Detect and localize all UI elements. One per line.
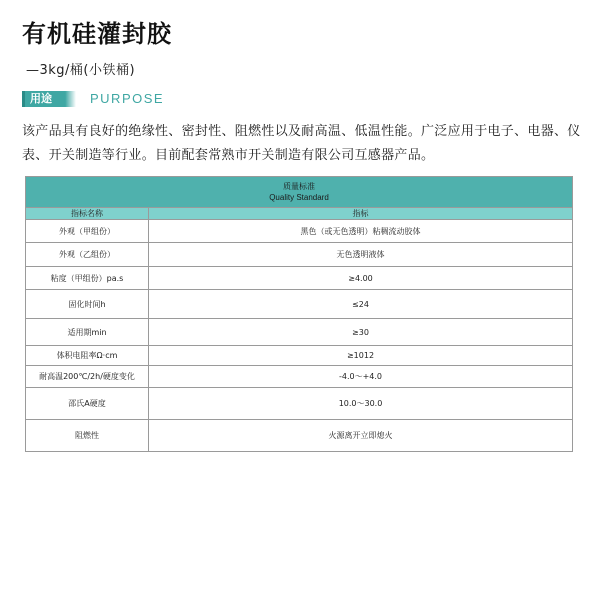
row-name: 邵氏A硬度 — [26, 388, 149, 420]
row-value: ≥1012 — [149, 346, 573, 366]
row-name: 适用期min — [26, 319, 149, 346]
row-value: 火源离开立即熄火 — [149, 420, 573, 452]
row-name: 耐高温200℃/2h/硬度变化 — [26, 366, 149, 388]
table-row — [26, 346, 573, 366]
table-row — [26, 319, 573, 346]
row-name: 固化时间h — [26, 290, 149, 319]
table-row — [26, 243, 573, 267]
table-row — [26, 388, 573, 420]
column-header-row — [26, 208, 573, 220]
table-row — [26, 220, 573, 243]
section-tag-purpose — [22, 91, 76, 107]
row-name: 外观（乙组份） — [26, 243, 149, 267]
table-header-row — [26, 177, 573, 208]
row-value: 黑色（或无色透明）粘稠流动胶体 — [149, 220, 573, 243]
row-value: ≥30 — [149, 319, 573, 346]
column-header-name: 指标名称 — [26, 208, 149, 220]
row-value: ≥4.00 — [149, 267, 573, 290]
table-row — [26, 290, 573, 319]
row-value: 10.0～30.0 — [149, 388, 573, 420]
row-value: -4.0～+4.0 — [149, 366, 573, 388]
column-header-value: 指标 — [149, 208, 573, 220]
row-name: 体积电阻率Ω·cm — [26, 346, 149, 366]
row-name: 阻燃性 — [26, 420, 149, 452]
table-row — [26, 420, 573, 452]
section-english-label: PURPOSE — [90, 91, 165, 106]
table-header-en: Quality Standard — [269, 193, 329, 202]
package-subtitle: —3kg/桶(小铁桶) — [26, 63, 136, 78]
table-header-cn: 质量标准 — [283, 182, 315, 191]
table-row — [26, 366, 573, 388]
row-value: ≤24 — [149, 290, 573, 319]
quality-standard-table — [25, 176, 573, 452]
row-value: 无色透明液体 — [149, 243, 573, 267]
row-name: 粘度（甲组份）pa.s — [26, 267, 149, 290]
table-header-cell — [26, 177, 573, 208]
table-row — [26, 267, 573, 290]
section-tag-label: 用途 — [30, 92, 52, 105]
section-tag-bar — [22, 91, 25, 107]
page-title: 有机硅灌封胶 — [22, 20, 172, 48]
purpose-description: 该产品具有良好的绝缘性、密封性、阻燃性以及耐高温、低温性能。广泛应用于电子、电器、仪表、开关制造等行业。目前配套常熟市开关制造有限公司互感器产品。 — [22, 124, 581, 163]
row-name: 外观（甲组份） — [26, 220, 149, 243]
